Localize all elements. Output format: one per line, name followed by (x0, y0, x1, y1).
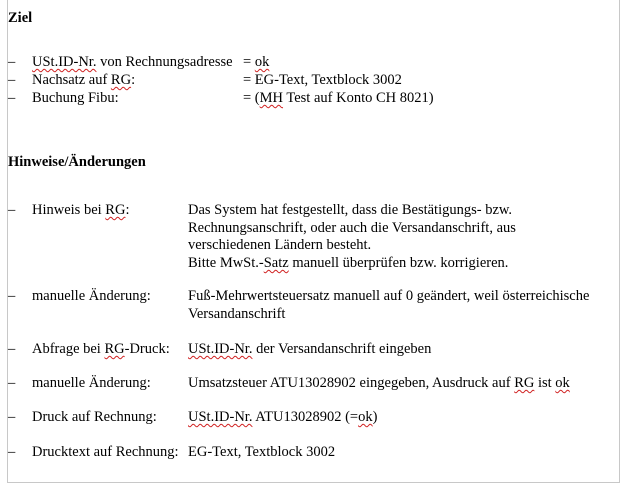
ziel-label: Nachsatz auf RG: (32, 72, 136, 88)
ziel-value: = ok (243, 54, 270, 70)
hinweis-label: manuelle Änderung: (32, 375, 151, 391)
hinweis-text-line: EG-Text, Textblock 3002 (188, 444, 336, 460)
hinweis-text-line: verschiedenen Ländern besteht. (188, 237, 372, 253)
hinweis-text-line: Versandanschrift (188, 306, 286, 322)
hinweis-text-line: Das System hat festgestellt, dass die Bestätigungs- bzw. (188, 202, 513, 218)
bullet-dash: – (8, 444, 16, 460)
hinweis-label: Druck auf Rechnung: (32, 409, 157, 425)
hinweis-text-line: Fuß-Mehrwertsteuersatz manuell auf 0 geändert, weil österreichische (188, 288, 590, 304)
bullet-dash: – (8, 375, 16, 391)
ziel-label: USt.ID-Nr. von Rechnungsadresse (32, 54, 233, 70)
bullet-dash: – (8, 54, 16, 70)
heading-hinweise: Hinweise/Änderungen (8, 154, 146, 170)
ziel-value: = (MH Test auf Konto CH 8021) (243, 90, 434, 106)
hinweis-label: Hinweis bei RG: (32, 202, 130, 218)
hinweis-label: Abfrage bei RG-Druck: (32, 341, 170, 357)
bullet-dash: – (8, 341, 16, 357)
hinweis-text-line: USt.ID-Nr. ATU13028902 (=ok) (188, 409, 378, 425)
heading-ziel: Ziel (8, 10, 33, 26)
bullet-dash: – (8, 288, 16, 304)
ziel-label: Buchung Fibu: (32, 90, 119, 106)
bullet-dash: – (8, 90, 16, 106)
hinweis-text-line: Bitte MwSt.-Satz manuell überprüfen bzw. korrigieren. (188, 255, 509, 271)
hinweis-label: manuelle Änderung: (32, 288, 151, 304)
bullet-dash: – (8, 202, 16, 218)
document-page (7, 0, 620, 483)
bullet-dash: – (8, 72, 16, 88)
bullet-dash: – (8, 409, 16, 425)
hinweis-text-line: Umsatzsteuer ATU13028902 eingegeben, Ausdruck auf RG ist ok (188, 375, 570, 391)
hinweis-text-line: Rechnungsanschrift, oder auch die Versandanschrift, aus (188, 220, 516, 236)
hinweis-text-line: USt.ID-Nr. der Versandanschrift eingeben (188, 341, 432, 357)
hinweis-label: Drucktext auf Rechnung: (32, 444, 179, 460)
ziel-value: = EG-Text, Textblock 3002 (243, 72, 402, 88)
